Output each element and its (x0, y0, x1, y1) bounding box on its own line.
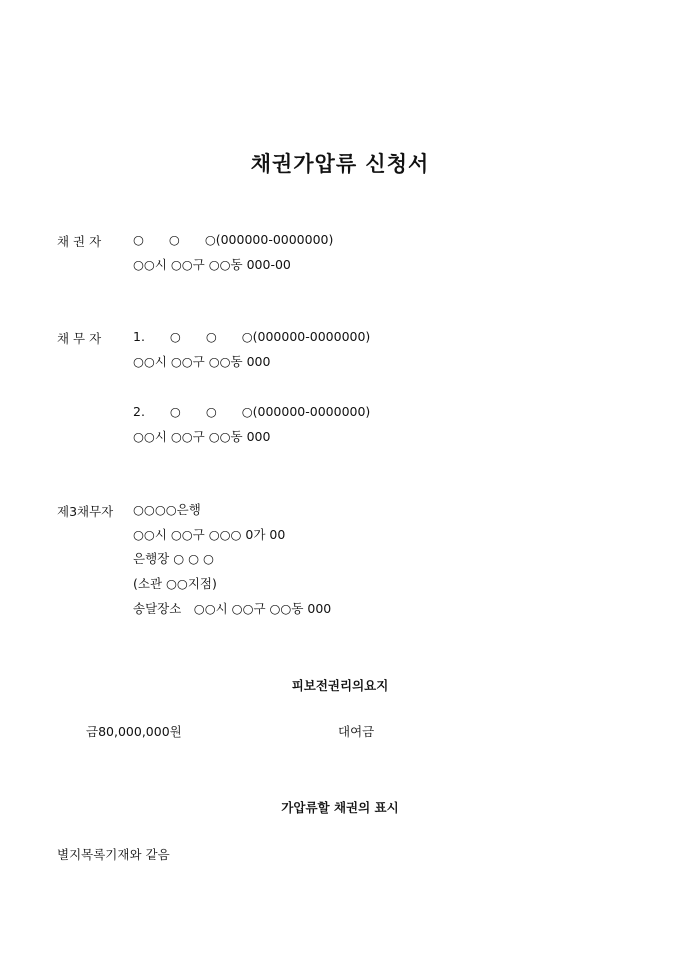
creditor-label: 채 권 자 (57, 234, 102, 249)
third-debtor-line: (소관 ○○지점) (133, 576, 217, 591)
third-debtor-line: 송달장소 ○○시 ○○구 ○○동 000 (133, 601, 332, 616)
claim-description: 대여금 (338, 724, 375, 739)
debtor-2-name-line: 2. ○ ○ ○(000000-0000000) (133, 404, 371, 419)
debtor-label: 채 무 자 (57, 331, 102, 346)
third-debtor-line: ○○○○은행 (133, 502, 201, 517)
creditor-address: ○○시 ○○구 ○○동 000-00 (133, 257, 291, 272)
debtor-2-address: ○○시 ○○구 ○○동 000 (133, 429, 271, 444)
creditor-name-line: ○ ○ ○(000000-0000000) (133, 232, 334, 247)
third-debtor-line: ○○시 ○○구 ○○○ 0가 00 (133, 527, 286, 542)
attachment-text: 별지목록기재와 같음 (57, 847, 170, 862)
third-debtor-label: 제3채무자 (57, 504, 114, 519)
debtor-1-address: ○○시 ○○구 ○○동 000 (133, 354, 271, 369)
claim-section-heading: 피보전권리의요지 (291, 678, 389, 693)
attachment-section-heading: 가압류할 채권의 표시 (281, 800, 399, 815)
document-title: 채권가압류 신청서 (250, 151, 430, 176)
claim-amount: 금80,000,000원 (86, 724, 182, 739)
debtor-1-name-line: 1. ○ ○ ○(000000-0000000) (133, 329, 371, 344)
third-debtor-line: 은행장 ○ ○ ○ (133, 551, 214, 566)
